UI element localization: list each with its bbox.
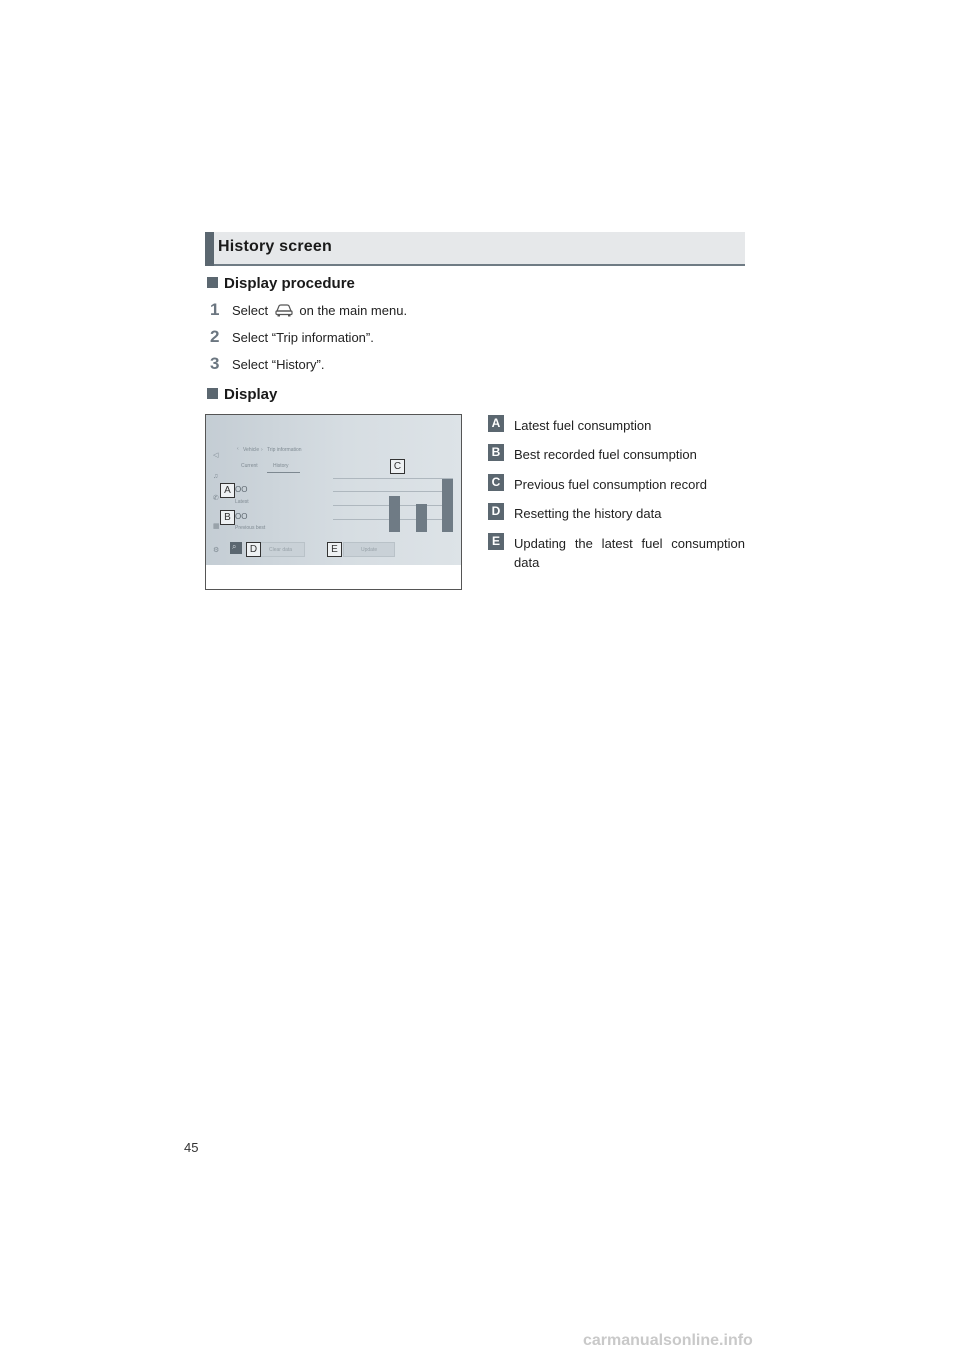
clear-data-button-mock xyxy=(260,542,305,557)
latest-value: OO xyxy=(235,485,248,494)
callout-e: E xyxy=(327,542,342,557)
history-bar xyxy=(416,504,427,532)
graph-gridline xyxy=(333,478,453,479)
previous-best-label: Previous best xyxy=(235,525,266,531)
display-heading xyxy=(207,386,277,403)
settings-gear-icon: ⚙ xyxy=(213,547,220,554)
legend-key: E xyxy=(488,533,504,550)
step-text: Select “Trip information”. xyxy=(232,330,374,345)
step-number: 3 xyxy=(210,354,220,373)
callout-b: B xyxy=(220,510,235,525)
history-screen-illustration xyxy=(205,414,462,590)
step-3 xyxy=(210,354,324,374)
best-value: OO xyxy=(235,512,248,521)
update-button-mock xyxy=(343,542,395,557)
tab-history: History xyxy=(273,463,289,469)
history-bar xyxy=(442,479,453,532)
display-heading-text: Display xyxy=(224,386,278,403)
phone-icon: ✆ xyxy=(213,495,219,502)
breadcrumb-vehicle: Vehicle xyxy=(243,447,260,453)
procedure-heading-text: Display procedure xyxy=(224,275,355,292)
apps-icon: ▦ xyxy=(213,523,220,530)
back-chevron-icon: ‹ xyxy=(237,446,239,452)
section-header xyxy=(205,232,745,266)
legend-key: B xyxy=(488,444,504,461)
callout-a: A xyxy=(220,483,235,498)
callout-d: D xyxy=(246,542,261,557)
tab-current: Current xyxy=(241,463,258,469)
legend-text: Previous fuel consumption record xyxy=(514,477,707,492)
page-number: 45 xyxy=(184,1140,199,1155)
navigation-arrow-icon: ◁ xyxy=(213,452,219,459)
step-text: on the main menu. xyxy=(299,303,408,318)
section-header-accent-bar xyxy=(205,232,214,266)
watermark: carmanualsonline.info xyxy=(583,1332,753,1349)
active-tab-underline xyxy=(267,472,300,473)
legend-key: D xyxy=(488,503,504,520)
clear-data-label: Clear data xyxy=(269,547,293,553)
square-bullet-icon xyxy=(207,388,218,399)
latest-label: Latest xyxy=(235,499,249,505)
legend-text: Best recorded fuel consumption xyxy=(514,447,697,462)
step-text: Select “History”. xyxy=(232,357,325,372)
media-note-icon: ♫ xyxy=(213,473,219,480)
section-title: History screen xyxy=(218,238,332,255)
square-bullet-icon xyxy=(207,277,218,288)
step-number: 1 xyxy=(210,300,220,319)
breadcrumb-separator-icon: › xyxy=(261,447,263,453)
step-number: 2 xyxy=(210,327,220,346)
legend-text: Resetting the history data xyxy=(514,506,662,521)
legend-text: Latest fuel consumption xyxy=(514,418,652,433)
search-icon: ⌕ xyxy=(232,542,237,551)
history-bar xyxy=(389,496,400,532)
step-text: Select xyxy=(232,303,269,318)
step-2 xyxy=(210,327,374,347)
breadcrumb-trip-information: Trip information xyxy=(267,447,302,453)
search-button-mock xyxy=(230,542,242,554)
procedure-heading xyxy=(207,275,355,292)
callout-c: C xyxy=(390,459,405,474)
update-label: Update xyxy=(361,547,378,553)
legend-key: C xyxy=(488,474,504,491)
screen-display xyxy=(206,415,461,565)
legend-text: Updating the latest fuel consumption data xyxy=(514,536,745,570)
step-1 xyxy=(210,300,407,320)
car-icon xyxy=(274,303,294,317)
legend-key: A xyxy=(488,415,504,432)
graph-gridline xyxy=(333,491,453,492)
